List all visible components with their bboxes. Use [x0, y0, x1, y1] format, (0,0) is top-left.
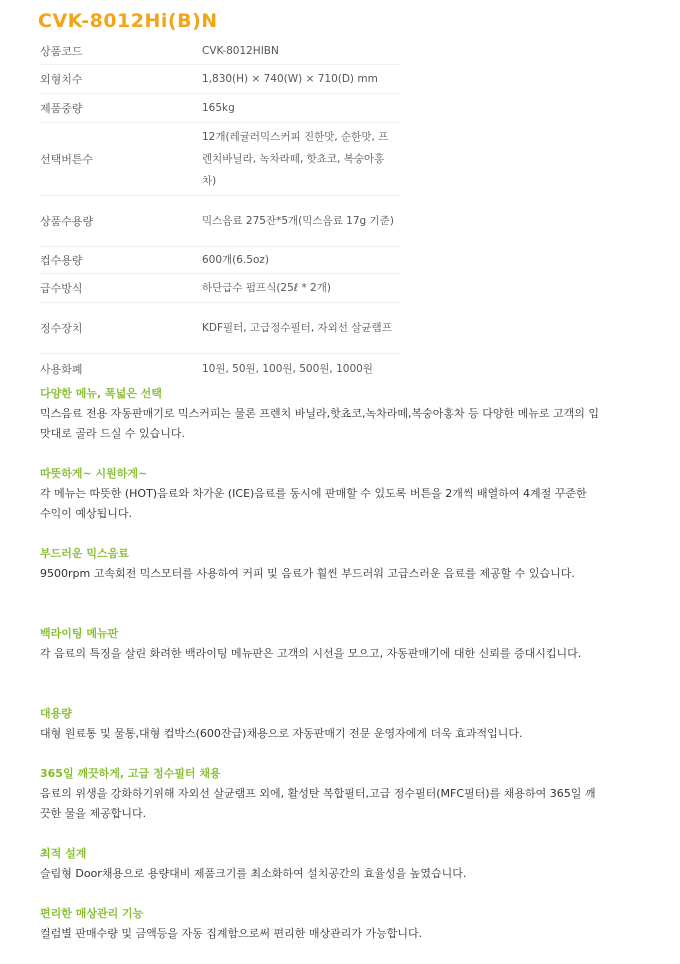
feature-body: 9500rpm 고속회전 믹스모터를 사용하여 커피 및 음료가 훨씬 부드러워 고급스러운 음료를 제공할 수 있습니다. — [40, 567, 575, 580]
feature-body: 컬럼별 판매수량 및 금액등을 자동 집계함으로써 편리한 매상관리가 가능합니다. — [40, 927, 423, 940]
spec-value: CVK-8012HIBN — [202, 45, 279, 57]
feature-section — [40, 704, 600, 764]
spec-row-capacity — [40, 196, 400, 247]
spec-label: 급수방식 — [40, 282, 83, 295]
spec-value: 하단급수 펌프식(25ℓ * 2개) — [202, 282, 331, 294]
spec-row-filter — [40, 303, 400, 354]
feature-body: 대형 원료통 및 물통,대형 컵박스(600잔급)채용으로 자동판매기 전문 운영자에게 더욱 효과적입니다. — [40, 727, 523, 740]
spec-value: 165kg — [202, 102, 235, 114]
spec-row-code — [40, 38, 400, 65]
feature-heading: 다양한 메뉴, 폭넓은 선택 — [40, 387, 162, 400]
feature-section — [40, 904, 600, 964]
spec-row-buttons — [40, 123, 400, 196]
spec-value: 600개(6.5oz) — [202, 254, 270, 266]
feature-section — [40, 844, 600, 904]
spec-row-water-supply — [40, 274, 400, 303]
feature-heading: 편리한 매상관리 기능 — [40, 907, 144, 920]
spec-label: 상품코드 — [40, 45, 83, 58]
spec-row-dimensions — [40, 65, 400, 94]
spec-value: 1,830(H) × 740(W) × 710(D) mm — [202, 73, 378, 85]
spec-label: 컵수용량 — [40, 254, 83, 267]
feature-heading: 최적 설계 — [40, 847, 87, 860]
spec-label: 선택버튼수 — [40, 153, 94, 166]
feature-body: 각 음료의 특징을 살린 화려한 백라이팅 메뉴판은 고객의 시선을 모으고, 자동판매기에 대한 신뢰를 증대시킵니다. — [40, 647, 582, 660]
spec-label: 제품중량 — [40, 102, 83, 115]
feature-body: 믹스음료 전용 자동판매기로 믹스커피는 물론 프렌치 바닐라,핫쵸코,녹차라떼,복숭아홍차 등 다양한 메뉴로 고객의 입맛대로 골라 드실 수 있습니다. — [40, 407, 599, 440]
spec-value: KDF필터, 고급정수필터, 자외선 살균램프 — [202, 322, 392, 334]
spec-label: 정수장치 — [40, 322, 83, 335]
product-title: CVK-8012Hi(B)N — [38, 10, 218, 32]
feature-body: 각 메뉴는 따뜻한 (HOT)음료와 차가운 (ICE)음료를 동시에 판매할 수 있도록 버튼을 2개씩 배열하여 4계절 꾸준한 수익이 예상됩니다. — [40, 487, 587, 520]
feature-body: 슬림형 Door채용으로 용량대비 제품크기를 최소화하여 설치공간의 효율성을 높였습니다. — [40, 867, 467, 880]
spec-table — [40, 38, 400, 384]
feature-section — [40, 624, 600, 704]
spec-label: 외형치수 — [40, 73, 83, 86]
feature-section — [40, 764, 600, 844]
spec-label: 상품수용량 — [40, 215, 94, 228]
feature-heading: 백라이팅 메뉴판 — [40, 627, 119, 640]
spec-value: 12개(레귤러믹스커피 진한맛, 순한맛, 프렌치바닐라, 녹차라떼, 핫쵸코, 복숭아홍차) — [202, 131, 389, 187]
spec-row-currency — [40, 354, 400, 384]
feature-heading: 365일 깨끗하게, 고급 정수필터 채용 — [40, 767, 221, 780]
feature-heading: 따뜻하게~ 시원하게~ — [40, 467, 148, 480]
spec-row-weight — [40, 94, 400, 123]
spec-value: 믹스음료 275잔*5개(믹스음료 17g 기준) — [202, 215, 394, 227]
spec-label: 사용화폐 — [40, 363, 83, 376]
feature-section — [40, 464, 600, 544]
feature-sections — [40, 384, 600, 964]
feature-section — [40, 544, 600, 624]
feature-section — [40, 384, 600, 464]
spec-value: 10원, 50원, 100원, 500원, 1000원 — [202, 363, 373, 375]
feature-heading: 대용량 — [40, 707, 72, 720]
spec-row-cups — [40, 247, 400, 274]
feature-heading: 부드러운 믹스음료 — [40, 547, 129, 560]
feature-body: 음료의 위생을 강화하기위해 자외선 살균램프 외에, 활성탄 복합필터,고급 정수필터(MFC필터)를 채용하여 365일 깨끗한 물을 제공합니다. — [40, 787, 596, 820]
